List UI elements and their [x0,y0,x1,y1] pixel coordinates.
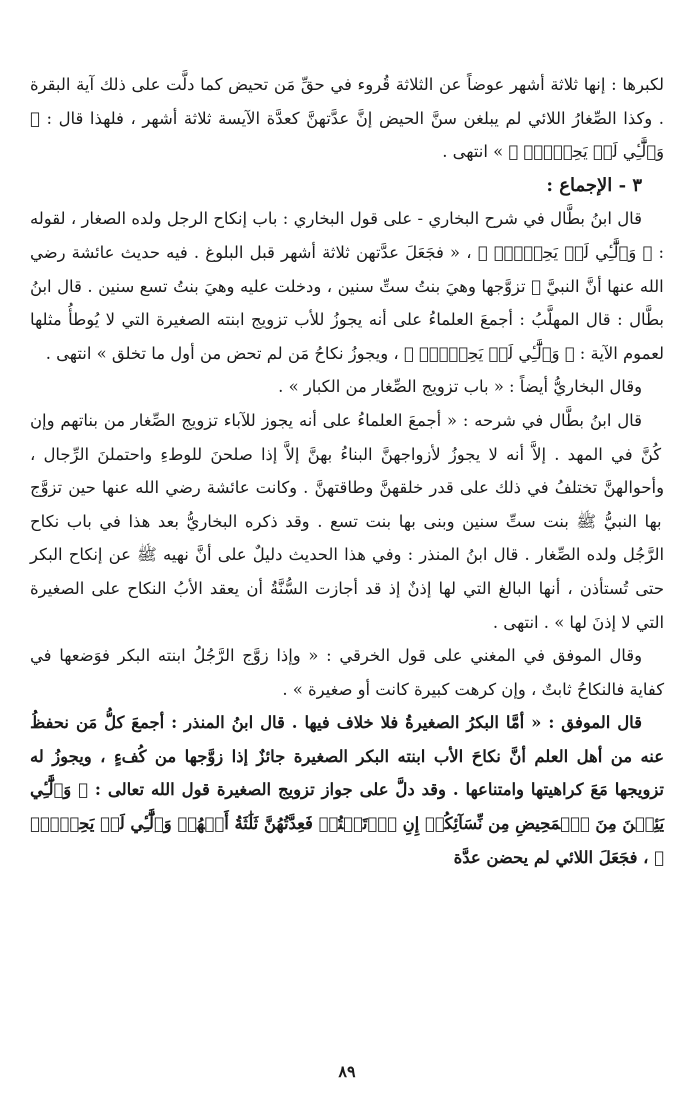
text-line: البكر حتى تُستأذن ، أنها البالغ التي لها إذنٌ إذ قد أجازت السُّنَّةُ أن يعقد الأبُ النكاح على [30,545,664,598]
text-line: أنَّ النبيَّ ﷺ تزوَّجها وهيَ بنتُ ستِّ سنين ، ودخلت عليه وهيَ بنتُ تسع سنين . قال ابنُ [30,276,602,296]
text-line: قال ابنُ بطَّال في شرحه : « أجمعَ العلماءُ على أنه يجوز للآباء تزويج الصِّغار من بناتهم [54,410,642,430]
text-line: وأحوالهنَّ تختلفُ في ذلك على قدر خلقهنَّ وطاقتهنَّ . وكانت عائشة رضي الله عنها حين تزوَّج بها [30,478,664,531]
text-line: وقال البخاريُّ أيضاً : « باب تزويج الصِّغار من الكبار » . [278,377,642,397]
paragraph-bukhari-chapter [30,370,664,404]
text-line: الصغيرة التي لا إذنَ لها » . انتهى . [30,578,664,632]
heading-text: ٣ - الإجماع : [546,174,642,196]
paragraph-continuation [30,68,664,169]
text-line: لقوله : ﴿ وَٱلَّٰٓـِٔي لَمۡ يَحِضۡنَۚ ﴾ ، « فجَعَلَ عدَّتهن ثلاثة أشهر قبل البلوغ . فيه حديث عائشة رضي الله عنها [30,209,664,296]
text-line: البقرة . وكذا الصِّغارُ اللائي لم يبلغن سنَّ الحيض إنَّ عدَّتهنَّ كعدَّة الآيسة ثلاثة أشهر ، فلهذا [30,75,664,128]
text-line: وإن كُنَّ في المهد . إلاَّ أنه لا يجوزُ لأزواجهنَّ البناءُ بهنَّ إلاَّ إذا صلحنَ للوطءِ واحتملنَ الرِّجال ، [30,410,662,464]
section-heading [30,169,664,203]
paragraph-ibn-battal [30,202,664,370]
paragraph-muwaffaq-consensus [30,706,664,874]
paragraph-muwaffaq-mughni [30,639,664,706]
text-line: الرَّجُل ولده الصِّغار . قال ابنُ المنذر : وفي هذا الحديث دليلٌ على أنَّ نهيه ﷺ عن إنكاح [62,545,664,565]
text-line: قال الموفق : « أمَّا البكرُ الصغيرةُ فلا خلاف فيها . قال ابنُ المنذر : أجمعَ كلُّ مَن نحفظُ عنه [30,713,664,766]
text-line: مَعَ كراهيتها وامتناعها . وقد دلَّ على جواز تزويج الصغيرة قول الله تعالى : ﴿ وَٱلَّٰٓـِٔي يَئِسۡنَ مِنَ [30,780,665,834]
page-body-text [30,68,664,874]
text-line: مثلها لعموم الآية : ﴿ وَٱلَّٰٓـِٔي لَمۡ يَحِضۡنَۚ ﴾ ، ويجوزُ نكاحُ مَن لم تحض من أول ما تخلق » انتهى . [30,310,664,363]
text-line: النبيُّ ﷺ بنت ستِّ سنين وبنى بها بنت تسع . وقد ذكره البخاريُّ بعد هذا في باب نكاح [30,511,637,531]
text-line: لكبرها : إنها ثلاثة أشهر عوضاً عن الثلاثة قُروء في حقِّ مَن تحيض كما دلَّت على ذلك آية [70,75,664,94]
text-line: فالنكاحُ ثابتٌ ، وإن كرهت كبيرة كانت أو صغيرة » . [282,679,625,699]
text-line: بطَّال : قال المهلَّبُ : أجمعَ العلماءُ على أنه يجوزُ للأب تزويج ابنته الصغيرة التي لا يُوطأُ [61,310,664,330]
text-line: قال : ﴿ وَٱلَّٰٓـِٔي لَمۡ يَحِضۡنَۚ ﴾ » انتهى . [30,108,664,162]
text-line: وقال الموفق في المغني على قول الخرقي : « وإذا زوَّج الرَّجُلُ ابنته البكر فوَضعها في كفاية [30,646,664,699]
text-line: من أهل العلم أنَّ نكاحَ الأب ابنته البكر الصغيرة جائزٌ إذا زوَّجها من كُفءٍ ، ويجوزُ له تزويجها [30,746,664,800]
paragraph-ibn-battal-commentary [30,404,664,639]
text-line: قال ابنُ بطَّال في شرح البخاري - على قول البخاري : باب إنكاح الرجل ولده الصغار ، [65,209,642,229]
text-line: ٱلۡمَحِيضِ مِن نِّسَآئِكُمۡ إِنِ ٱرۡتَبۡتُمۡ فَعِدَّتُهُنَّ ثَلَٰثَةُ أَشۡهُرٖ وَٱلَّٰٓـِٔي لَمۡ يَحِضۡنَۚ ﴾ ، فجَعَلَ اللائي لم يحضن عدَّة [30,814,664,867]
page-number: ٨٩ [338,1062,356,1081]
